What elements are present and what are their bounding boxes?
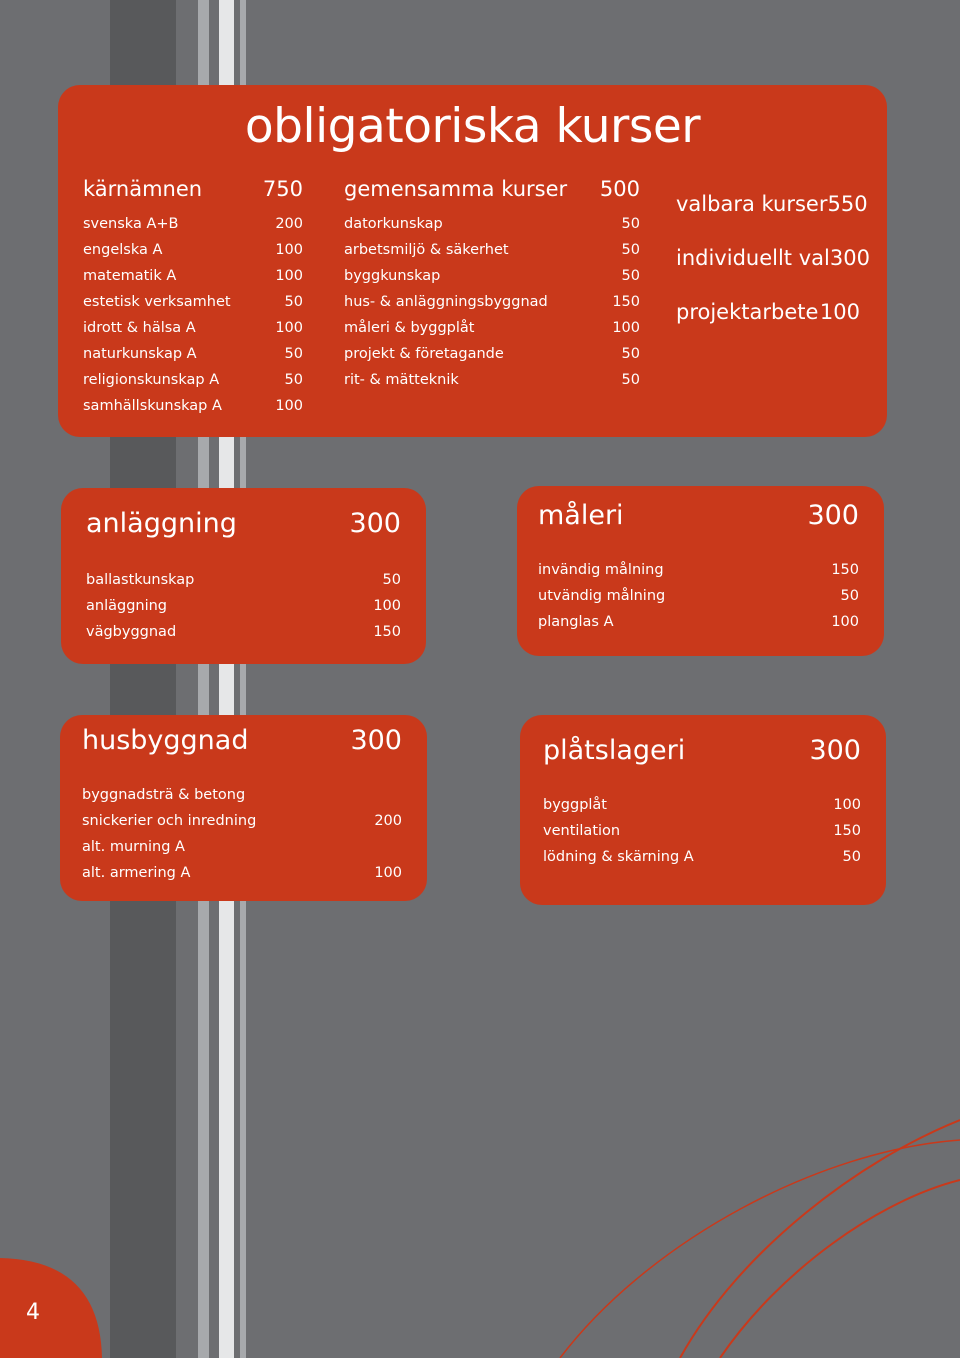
course-points: 150 <box>373 624 401 640</box>
course-name: estetisk verksamhet <box>83 294 231 310</box>
course-row <box>538 609 859 635</box>
course-name: alt. armering A <box>82 865 191 881</box>
course-row <box>543 818 861 844</box>
husbyggnad-heading: husbyggnad <box>82 725 249 756</box>
anlaggning-heading: anläggning <box>86 508 237 539</box>
course-row <box>82 782 402 808</box>
page-number: 4 <box>26 1300 40 1325</box>
course-name: arbetsmiljö & säkerhet <box>344 242 509 258</box>
course-row <box>344 211 640 237</box>
course-row <box>676 285 860 339</box>
maleri-total: 300 <box>807 500 859 531</box>
course-points: 100 <box>275 398 303 414</box>
karnamnen-list <box>83 211 303 419</box>
valbara-column <box>676 177 870 339</box>
course-row <box>538 583 859 609</box>
husbyggnad-list <box>82 782 402 886</box>
course-points: 50 <box>842 849 861 865</box>
anlaggning-total: 300 <box>349 508 401 539</box>
course-points: 100 <box>275 320 303 336</box>
course-row <box>83 341 303 367</box>
course-points: 300 <box>829 246 870 270</box>
course-row <box>676 231 870 285</box>
course-name: ballastkunskap <box>86 572 195 588</box>
course-row <box>83 289 303 315</box>
course-name: naturkunskap A <box>83 346 197 362</box>
course-points: 50 <box>284 294 303 310</box>
course-name: hus- & anläggningsbyggnad <box>344 294 548 310</box>
course-points: 50 <box>621 372 640 388</box>
course-points: 100 <box>373 598 401 614</box>
course-points: 150 <box>612 294 640 310</box>
course-points: 100 <box>612 320 640 336</box>
course-row <box>538 557 859 583</box>
course-name: matematik A <box>83 268 177 284</box>
course-row <box>83 367 303 393</box>
course-row <box>82 834 402 860</box>
course-name: alt. murning A <box>82 839 185 855</box>
course-name: utvändig målning <box>538 588 666 604</box>
course-row <box>344 341 640 367</box>
course-name: anläggning <box>86 598 168 614</box>
course-name: byggnadsträ & betong <box>82 787 246 803</box>
anlaggning-list <box>86 567 401 645</box>
husbyggnad-header <box>82 725 402 756</box>
gemensamma-header <box>344 177 640 211</box>
course-row <box>344 315 640 341</box>
course-points: 50 <box>382 572 401 588</box>
course-points: 100 <box>275 268 303 284</box>
course-row <box>83 263 303 289</box>
course-row <box>83 237 303 263</box>
course-points: 100 <box>275 242 303 258</box>
course-row <box>543 844 861 870</box>
course-name: valbara kurser <box>676 192 828 216</box>
course-row <box>86 619 401 645</box>
maleri-header <box>538 500 859 531</box>
course-points: 200 <box>275 216 303 232</box>
course-name: planglas A <box>538 614 614 630</box>
course-points: 50 <box>621 242 640 258</box>
karnamnen-total: 750 <box>262 177 303 201</box>
husbyggnad-card <box>60 715 427 901</box>
course-points: 50 <box>621 216 640 232</box>
karnamnen-column <box>83 177 303 419</box>
course-name: måleri & byggplåt <box>344 320 475 336</box>
course-name: rit- & mätteknik <box>344 372 459 388</box>
course-points: 100 <box>819 300 860 324</box>
course-points: 100 <box>833 797 861 813</box>
course-name: invändig målning <box>538 562 664 578</box>
course-row <box>82 860 402 886</box>
course-name: samhällskunskap A <box>83 398 222 414</box>
course-points: 50 <box>621 268 640 284</box>
course-name: byggkunskap <box>344 268 441 284</box>
course-row <box>82 808 402 834</box>
husbyggnad-total: 300 <box>350 725 402 756</box>
gemensamma-total: 500 <box>599 177 640 201</box>
course-name: religionskunskap A <box>83 372 220 388</box>
course-row <box>83 393 303 419</box>
maleri-heading: måleri <box>538 500 624 531</box>
course-name: vägbyggnad <box>86 624 177 640</box>
course-row <box>344 237 640 263</box>
course-row <box>543 792 861 818</box>
course-row <box>676 177 868 231</box>
course-name: projektarbete <box>676 300 819 324</box>
course-points: 100 <box>831 614 859 630</box>
course-points: 550 <box>827 192 868 216</box>
karnamnen-header <box>83 177 303 211</box>
gemensamma-column <box>344 177 640 393</box>
course-name: individuellt val <box>676 246 830 270</box>
course-row <box>86 567 401 593</box>
course-name: engelska A <box>83 242 163 258</box>
course-name: datorkunskap <box>344 216 443 232</box>
course-name: lödning & skärning A <box>543 849 694 865</box>
course-points: 50 <box>840 588 859 604</box>
course-row <box>344 289 640 315</box>
anlaggning-card <box>61 488 426 664</box>
valbara-list <box>676 177 870 339</box>
anlaggning-header <box>86 508 401 539</box>
karnamnen-heading: kärnämnen <box>83 177 203 201</box>
course-row <box>83 211 303 237</box>
course-points: 150 <box>831 562 859 578</box>
course-points: 200 <box>374 813 402 829</box>
course-name: svenska A+B <box>83 216 179 232</box>
course-name: ventilation <box>543 823 621 839</box>
platslageri-header <box>543 735 861 766</box>
course-name: projekt & företagande <box>344 346 504 362</box>
course-name: byggplåt <box>543 797 607 813</box>
platslageri-card <box>520 715 886 905</box>
course-points: 150 <box>833 823 861 839</box>
course-row <box>344 367 640 393</box>
course-points: 50 <box>284 372 303 388</box>
gemensamma-list <box>344 211 640 393</box>
platslageri-list <box>543 792 861 870</box>
course-points: 100 <box>374 865 402 881</box>
maleri-list <box>538 557 859 635</box>
course-points: 50 <box>621 346 640 362</box>
page-title: obligatoriska kurser <box>244 99 701 154</box>
course-row <box>344 263 640 289</box>
course-row <box>83 315 303 341</box>
course-name: snickerier och inredning <box>82 813 257 829</box>
obligatory-courses-card <box>58 85 887 437</box>
course-row <box>86 593 401 619</box>
maleri-card <box>517 486 884 656</box>
platslageri-heading: plåtslageri <box>543 735 686 766</box>
course-name: idrott & hälsa A <box>83 320 196 336</box>
gemensamma-heading: gemensamma kurser <box>344 177 568 201</box>
platslageri-total: 300 <box>809 735 861 766</box>
course-points: 50 <box>284 346 303 362</box>
